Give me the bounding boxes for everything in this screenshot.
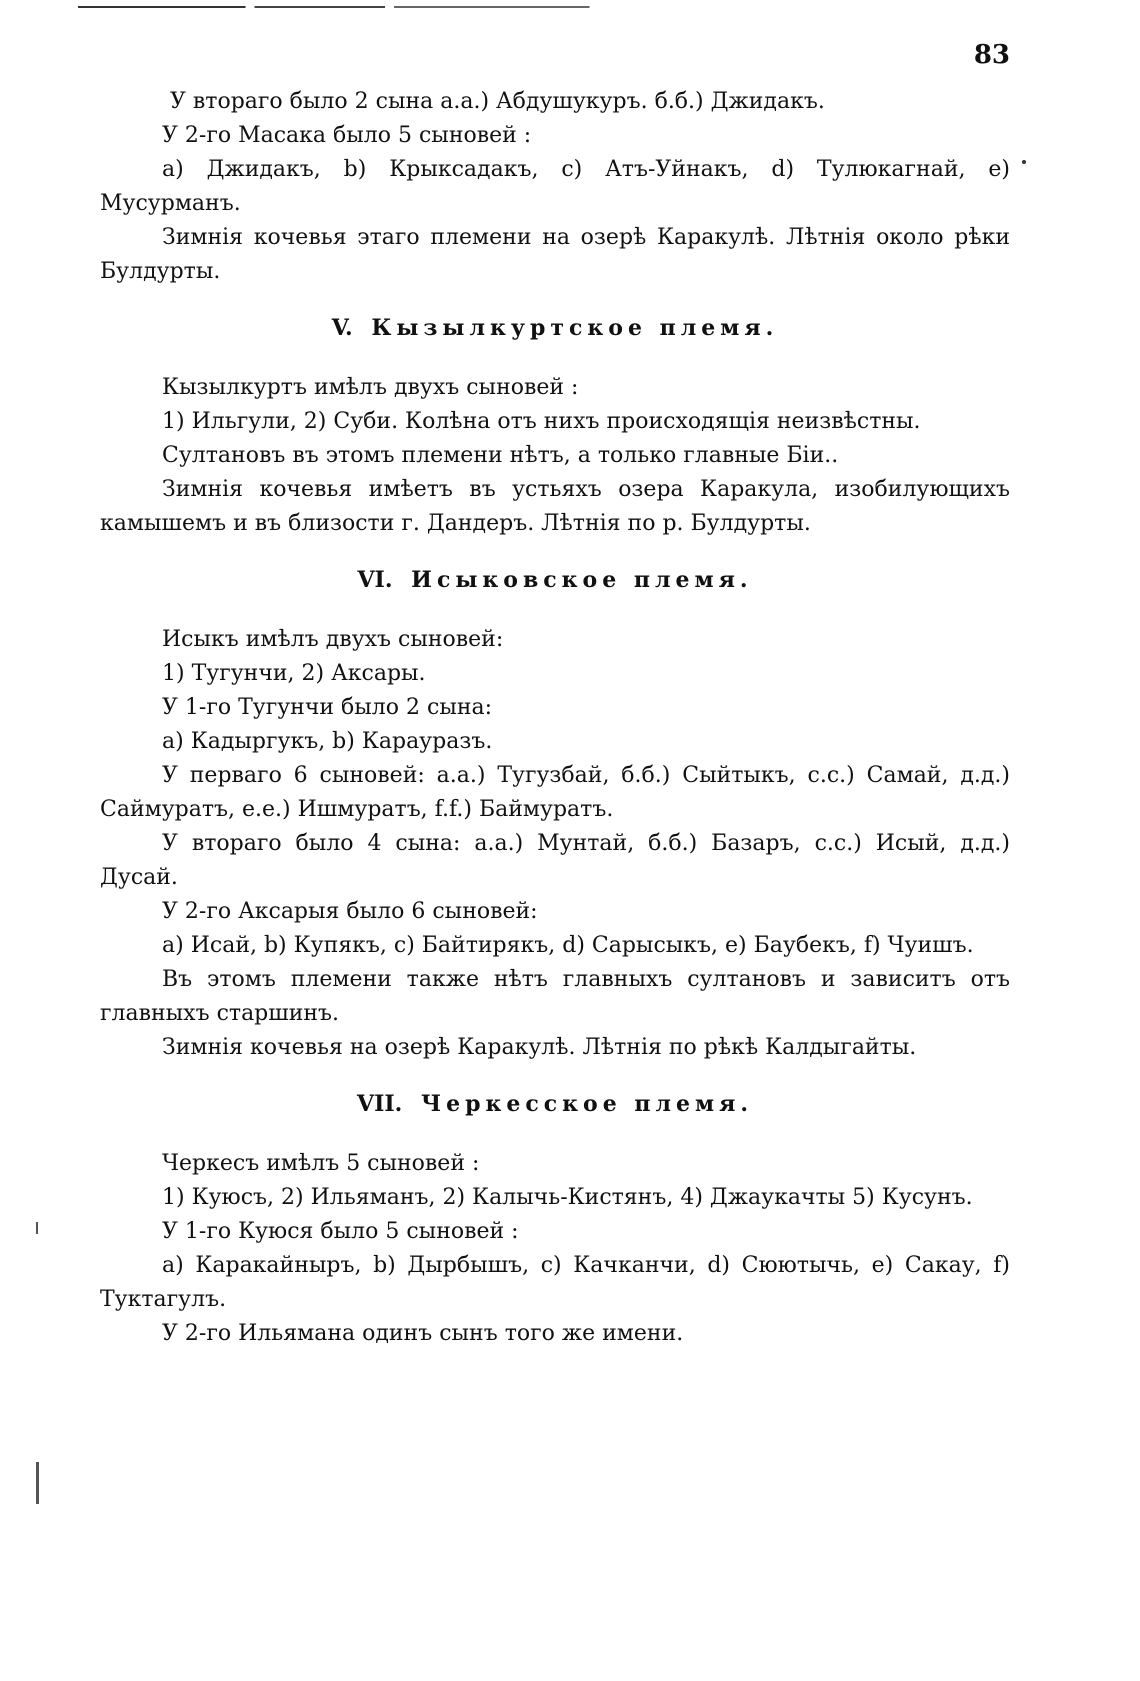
section-isykov bbox=[100, 563, 1010, 1065]
paragraph: Кызылкуртъ имѣлъ двухъ сыновей : bbox=[162, 375, 579, 400]
paragraph: У 1-го Тугунчи было 2 сына: bbox=[162, 695, 493, 720]
section-cherkess bbox=[100, 1087, 1010, 1351]
section-kyzylkurt bbox=[100, 311, 1010, 541]
paragraph: Зимнія кочевья на озерѣ Каракулѣ. Лѣтнія по рѣкѣ Калдыгайты. bbox=[162, 1035, 917, 1060]
section-title: Исыковское племя. bbox=[411, 567, 753, 593]
paragraph: 1) Ильгули, 2) Суби. Колѣна отъ нихъ происходящія неизвѣстны. bbox=[162, 409, 921, 434]
paragraph: У 1-го Куюся было 5 сыновей : bbox=[162, 1219, 519, 1244]
paragraph: 1) Куюсъ, 2) Ильяманъ, 2) Калычь-Кистянъ, 4) Джаукачты 5) Кусунъ. bbox=[162, 1185, 973, 1210]
paragraph: У 2-го Аксарыя было 6 сыновей: bbox=[162, 899, 538, 924]
paragraph: Въ этомъ племени также нѣтъ главныхъ султановъ и зависитъ отъ главныхъ старшинъ. bbox=[100, 967, 1010, 1026]
paragraph: У перваго 6 сыновей: а.а.) Тугузбай, б.б.) Сыйтыкъ, с.с.) Самай, д.д.) Саймуратъ, е.е.) Ишмуратъ, f.f.) Баймуратъ. bbox=[100, 763, 1010, 822]
paragraph: Черкесъ имѣлъ 5 сыновей : bbox=[162, 1151, 480, 1176]
section-intro bbox=[100, 85, 1010, 289]
scan-speck bbox=[1022, 160, 1026, 164]
paragraph: Зимнія кочевья этаго племени на озерѣ Каракулѣ. Лѣтнія около рѣки Булдурты. bbox=[100, 225, 1010, 284]
section-number: VI. bbox=[357, 567, 393, 593]
section-heading bbox=[100, 1087, 1010, 1121]
page-number: 83 bbox=[973, 40, 1010, 70]
paragraph: У 2-го Масака было 5 сыновей : bbox=[162, 123, 532, 148]
section-number: VII. bbox=[357, 1091, 403, 1117]
section-heading bbox=[100, 311, 1010, 345]
paragraph: 1) Тугунчи, 2) Аксары. bbox=[162, 661, 426, 686]
section-title: Черкесское племя. bbox=[420, 1091, 753, 1117]
scan-mark bbox=[36, 1222, 38, 1234]
paragraph: Зимнія кочевья имѣетъ въ устьяхъ озера Каракула, изобилующихъ камышемъ и въ близости г. Дандеръ. Лѣтнія по р. Булдурты. bbox=[100, 477, 1010, 536]
paragraph: а) Каракайныръ, b) Дырбышъ, c) Качканчи, d) Сюютычь, e) Сакау, f) Туктагулъ. bbox=[100, 1253, 1010, 1312]
paragraph: У 2-го Ильямана одинъ сынъ того же имени. bbox=[162, 1321, 684, 1346]
paragraph: У втораго было 2 сына а.а.) Абдушукуръ. б.б.) Джидакъ. bbox=[170, 89, 825, 114]
paragraph: Исыкъ имѣлъ двухъ сыновей: bbox=[162, 627, 504, 652]
paragraph: а) Кадыргукъ, b) Карауразъ. bbox=[162, 729, 493, 754]
paragraph: У втораго было 4 сына: а.а.) Мунтай, б.б.) Базаръ, с.с.) Исый, д.д.) Дусай. bbox=[100, 831, 1010, 890]
section-number: V. bbox=[331, 315, 353, 341]
top-rule bbox=[78, 6, 1008, 8]
paragraph: а) Джидакъ, b) Крыксадакъ, c) Атъ-Уйнакъ, d) Тулюкагнай, e) Мусурманъ. bbox=[100, 157, 1010, 216]
scan-mark bbox=[36, 1462, 39, 1504]
page-body bbox=[100, 85, 1010, 1367]
section-title: Кызылкуртское племя. bbox=[371, 315, 779, 341]
paragraph: Султановъ въ этомъ племени нѣтъ, а только главные Біи.. bbox=[162, 443, 839, 468]
section-heading bbox=[100, 563, 1010, 597]
paragraph: а) Исай, b) Купякъ, c) Байтирякъ, d) Сарысыкъ, e) Баубекъ, f) Чуишъ. bbox=[162, 933, 974, 958]
